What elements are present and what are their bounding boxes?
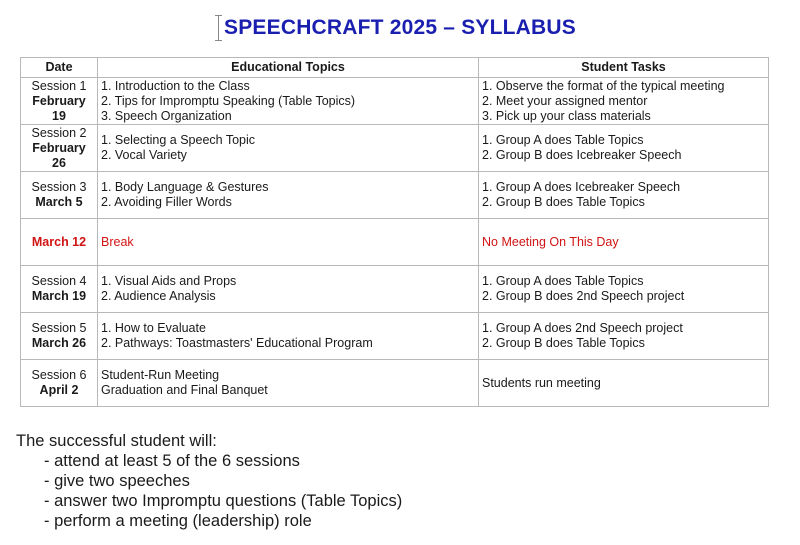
syllabus-table <box>20 57 769 407</box>
topic-item: Student-Run Meeting <box>101 368 220 382</box>
tasks-cell <box>479 313 769 360</box>
topics-cell <box>98 266 479 313</box>
topic-item: 1. Selecting a Speech Topic <box>101 133 256 147</box>
table-row <box>21 360 769 407</box>
date-cell <box>21 266 98 313</box>
task-item: No Meeting On This Day <box>482 234 619 249</box>
task-item: 2. Group B does Table Topics <box>482 336 645 350</box>
session-date: April 2 <box>39 383 79 397</box>
document-title[interactable]: SPEECHCRAFT 2025 – SYLLABUS <box>224 16 576 39</box>
session-date: February 26 <box>32 140 86 170</box>
topic-item: 1. Introduction to the Class <box>101 78 250 93</box>
topics-cell <box>98 78 479 125</box>
topic-item: 1. Body Language & Gestures <box>101 180 269 194</box>
table-row <box>21 172 769 219</box>
list-item: - perform a meeting (leadership) role <box>44 512 312 530</box>
session-date: March 12 <box>31 234 87 249</box>
table-row <box>21 313 769 360</box>
header-student-tasks: Student Tasks <box>479 58 769 78</box>
date-cell <box>21 172 98 219</box>
session-date: March 26 <box>31 336 87 350</box>
table-header-row <box>21 58 769 78</box>
topic-item: 2. Tips for Impromptu Speaking (Table Topics) <box>101 93 356 108</box>
date-cell <box>21 313 98 360</box>
session-date: February 19 <box>32 93 86 123</box>
date-cell <box>21 125 98 172</box>
session-label: Session 5 <box>31 321 87 335</box>
topic-item: Break <box>101 234 134 249</box>
topic-item: 2. Avoiding Filler Words <box>101 195 232 209</box>
topic-item: 2. Audience Analysis <box>101 289 216 303</box>
tasks-cell <box>479 125 769 172</box>
list-item: - answer two Impromptu questions (Table Topics) <box>44 492 403 510</box>
session-date: March 19 <box>31 289 87 303</box>
task-item: 2. Meet your assigned mentor <box>482 93 648 108</box>
tasks-cell <box>479 78 769 125</box>
list-item: - attend at least 5 of the 6 sessions <box>44 452 300 470</box>
session-label: Session 1 <box>31 78 87 93</box>
table-row <box>21 78 769 125</box>
task-item: 2. Group B does Table Topics <box>482 195 645 209</box>
student-outcomes <box>16 431 402 531</box>
header-date: Date <box>21 58 98 78</box>
topic-item: 2. Vocal Variety <box>101 148 187 162</box>
tasks-cell <box>479 360 769 407</box>
topic-item: Graduation and Final Banquet <box>101 383 268 397</box>
topics-cell <box>98 360 479 407</box>
session-label: Session 3 <box>31 180 87 194</box>
outcomes-list <box>16 451 402 531</box>
task-item: 2. Group B does Icebreaker Speech <box>482 148 682 162</box>
task-item: 1. Group A does 2nd Speech project <box>482 321 683 335</box>
table-row <box>21 125 769 172</box>
task-item: 2. Group B does 2nd Speech project <box>482 289 685 303</box>
task-item: 3. Pick up your class materials <box>482 108 651 123</box>
tasks-cell <box>479 219 769 266</box>
session-label: Session 6 <box>31 368 87 382</box>
topic-item: 2. Pathways: Toastmasters' Educational Program <box>101 336 373 350</box>
task-item: Students run meeting <box>482 375 601 390</box>
date-cell <box>21 360 98 407</box>
task-item: 1. Group A does Table Topics <box>482 274 644 288</box>
topic-item: 3. Speech Organization <box>101 108 232 123</box>
tasks-cell <box>479 266 769 313</box>
task-item: 1. Group A does Table Topics <box>482 133 644 147</box>
topics-cell <box>98 313 479 360</box>
topics-cell <box>98 219 479 266</box>
topics-cell <box>98 125 479 172</box>
tasks-cell <box>479 172 769 219</box>
task-item: 1. Observe the format of the typical meeting <box>482 78 725 93</box>
session-label: Session 4 <box>31 274 87 288</box>
table-row-break <box>21 219 769 266</box>
topic-item: 1. Visual Aids and Props <box>101 274 237 288</box>
topics-cell <box>98 172 479 219</box>
outcomes-intro: The successful student will: <box>16 432 217 450</box>
table-row <box>21 266 769 313</box>
list-item: - give two speeches <box>44 472 190 490</box>
session-label: Session 2 <box>31 125 87 140</box>
date-cell <box>21 78 98 125</box>
header-educational-topics: Educational Topics <box>98 58 479 78</box>
session-date: March 5 <box>35 195 83 209</box>
topic-item: 1. How to Evaluate <box>101 321 206 335</box>
date-cell <box>21 219 98 266</box>
task-item: 1. Group A does Icebreaker Speech <box>482 180 681 194</box>
